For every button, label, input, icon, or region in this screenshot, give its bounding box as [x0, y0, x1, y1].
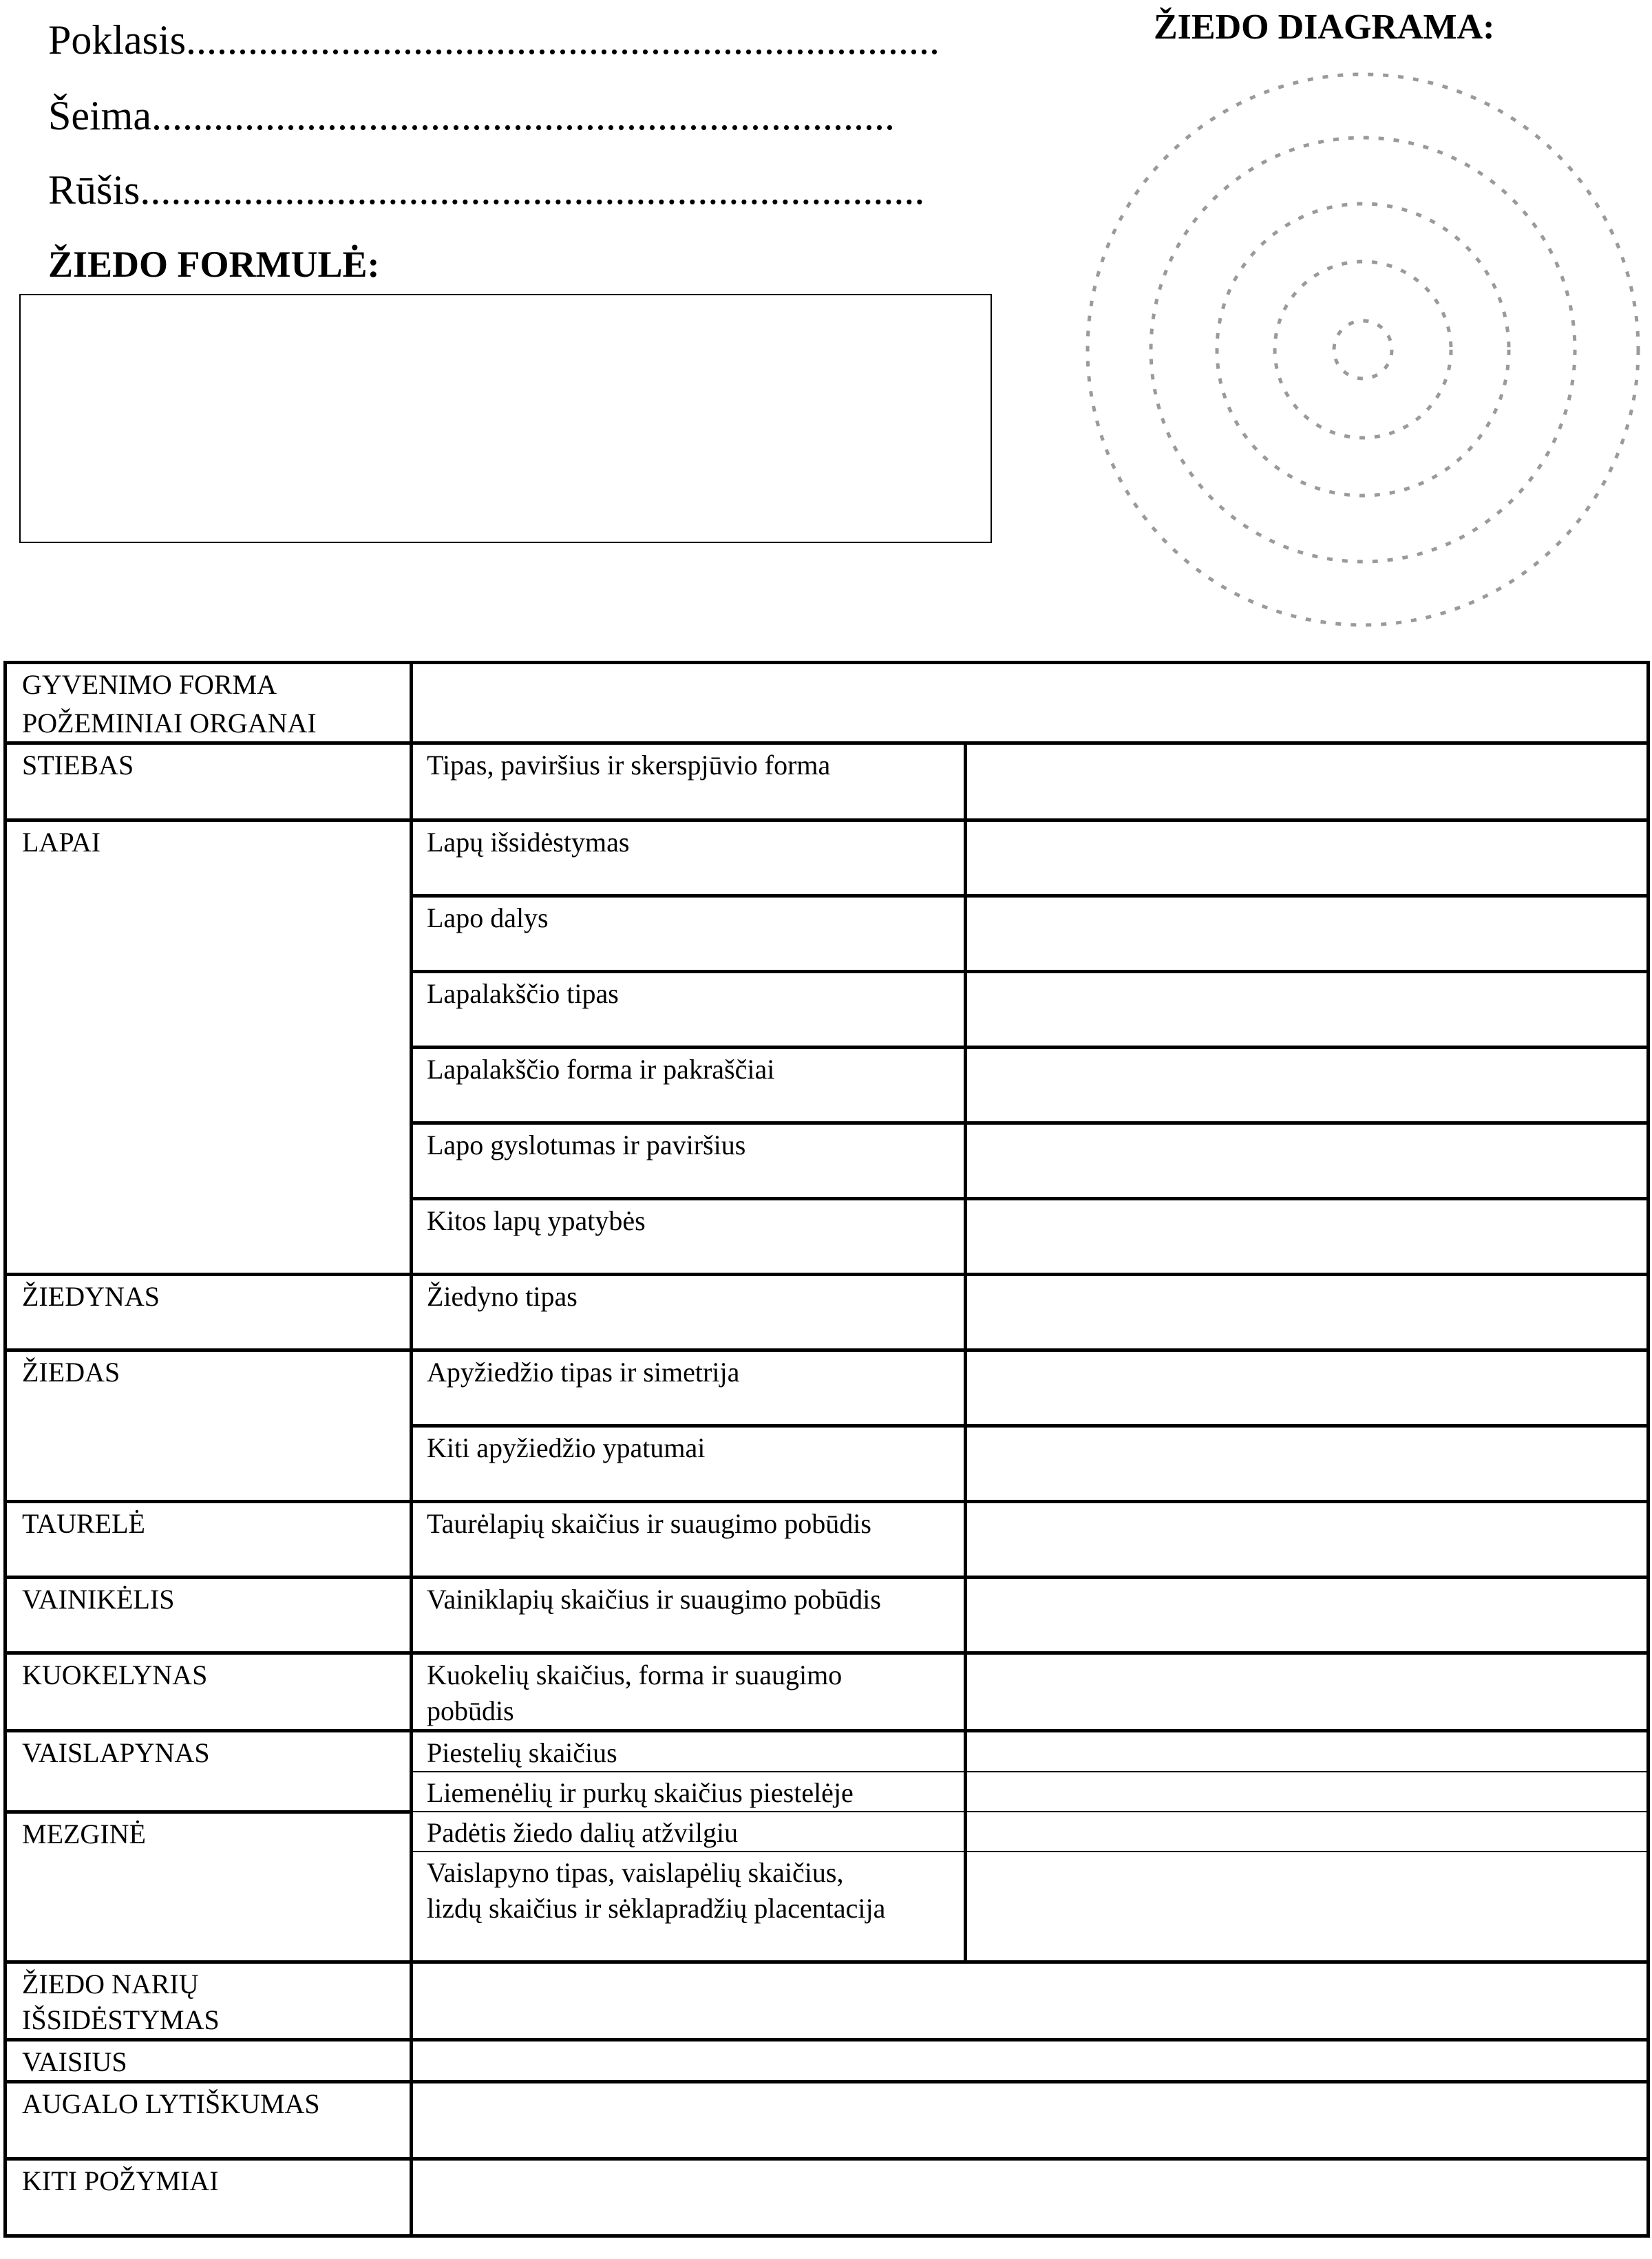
gynoecium-label: VAISLAPYNAS — [6, 1731, 412, 1812]
calyx-label: TAURELĖ — [6, 1502, 412, 1578]
stamens-label-line-2: pobūdis — [427, 1695, 514, 1726]
subclass-label: Poklasis — [48, 17, 187, 63]
stamens-label — [412, 1653, 966, 1731]
ovary-position-answer[interactable] — [966, 1812, 1649, 1852]
plant-traits-table — [3, 661, 1650, 2238]
blade-shape-label: Lapalakščio forma ir pakraščiai — [412, 1048, 966, 1123]
underground-organs-label: POŽEMINIAI ORGANAI — [6, 703, 412, 743]
leaf-venation-label: Lapo gyslotumas ir paviršius — [412, 1123, 966, 1199]
subclass-blank[interactable]: ......................................................................... — [186, 17, 940, 63]
underground-organs-answer[interactable] — [412, 703, 1649, 743]
table-row — [6, 1502, 1649, 1578]
stem-label: STIEBAS — [6, 743, 412, 820]
life-form-answer[interactable] — [412, 663, 1649, 703]
floral-arrangement-label — [6, 1962, 412, 2039]
life-form-label: GYVENIMO FORMA — [6, 663, 412, 703]
leaf-arrangement-label: Lapų išsidėstymas — [412, 820, 966, 896]
ovary-label: MEZGINĖ — [6, 1812, 412, 1962]
floral-arrangement-answer[interactable] — [412, 1962, 1649, 2039]
table-row — [6, 703, 1649, 743]
table-row — [6, 663, 1649, 703]
blade-type-label: Lapalakščio tipas — [412, 972, 966, 1048]
table-row — [6, 2039, 1649, 2081]
table-row — [6, 1350, 1649, 1426]
leaves-label: LAPAI — [6, 820, 412, 1275]
other-perianth-label: Kiti apyžiedžio ypatumai — [412, 1426, 966, 1502]
plant-sexuality-label: AUGALO LYTIŠKUMAS — [6, 2081, 412, 2159]
leaf-arrangement-answer[interactable] — [966, 820, 1649, 896]
diagram-ring-2 — [1151, 138, 1575, 562]
perianth-type-label: Apyžiedžio tipas ir simetrija — [412, 1350, 966, 1426]
other-leaf-traits-answer[interactable] — [966, 1199, 1649, 1275]
table-row — [6, 743, 1649, 820]
table-row — [6, 1578, 1649, 1653]
other-leaf-traits-label: Kitos lapų ypatybės — [412, 1199, 966, 1275]
floral-arrangement-line-2: IŠSIDĖSTYMAS — [22, 2004, 220, 2035]
stem-property-label: Tipas, paviršius ir skerspjūvio forma — [412, 743, 966, 820]
perianth-type-answer[interactable] — [966, 1350, 1649, 1426]
flower-diagram-rings[interactable] — [1070, 65, 1649, 633]
other-perianth-answer[interactable] — [966, 1426, 1649, 1502]
fruit-label: VAISIUS — [6, 2039, 412, 2081]
subclass-field[interactable] — [48, 15, 940, 65]
table-row — [6, 1812, 1649, 1852]
other-traits-answer[interactable] — [412, 2159, 1649, 2236]
table-row — [6, 820, 1649, 896]
inflorescence-type-answer[interactable] — [966, 1275, 1649, 1350]
diagram-ring-1 — [1088, 74, 1638, 625]
species-label: Rūšis — [48, 167, 140, 213]
blade-type-answer[interactable] — [966, 972, 1649, 1048]
table-row — [6, 1962, 1649, 2039]
inflorescence-type-label: Žiedyno tipas — [412, 1275, 966, 1350]
family-label: Šeima — [48, 93, 151, 138]
family-field[interactable] — [48, 91, 895, 140]
flower-diagram-title: ŽIEDO DIAGRAMA: — [1154, 8, 1495, 47]
androecium-label: KUOKELYNAS — [6, 1653, 412, 1731]
gynoecium-type-answer[interactable] — [966, 1852, 1649, 1962]
styles-stigmas-label: Liemenėlių ir purkų skaičius piestelėje — [412, 1772, 966, 1812]
styles-stigmas-answer[interactable] — [966, 1772, 1649, 1812]
blade-shape-answer[interactable] — [966, 1048, 1649, 1123]
table-row — [6, 2159, 1649, 2236]
stem-answer[interactable] — [966, 743, 1649, 820]
gynoecium-type-label — [412, 1852, 966, 1962]
table-row — [6, 1275, 1649, 1350]
corolla-label: VAINIKĖLIS — [6, 1578, 412, 1653]
family-blank[interactable]: ........................................................................ — [151, 93, 895, 138]
pistils-label: Piestelių skaičius — [412, 1731, 966, 1772]
diagram-ring-4 — [1275, 262, 1451, 438]
table-row — [6, 2081, 1649, 2159]
diagram-ring-5 — [1334, 321, 1392, 379]
flower-formula-box[interactable] — [19, 294, 992, 543]
table-row — [6, 1653, 1649, 1731]
leaf-parts-answer[interactable] — [966, 896, 1649, 972]
pistils-answer[interactable] — [966, 1731, 1649, 1772]
flower-formula-title: ŽIEDO FORMULĖ: — [48, 244, 380, 285]
sepals-answer[interactable] — [966, 1502, 1649, 1578]
inflorescence-label: ŽIEDYNAS — [6, 1275, 412, 1350]
flower-label: ŽIEDAS — [6, 1350, 412, 1502]
species-field[interactable] — [48, 165, 924, 215]
plant-sexuality-answer[interactable] — [412, 2081, 1649, 2159]
stamens-answer[interactable] — [966, 1653, 1649, 1731]
sepals-label: Taurėlapių skaičius ir suaugimo pobūdis — [412, 1502, 966, 1578]
table-row — [6, 1731, 1649, 1772]
petals-answer[interactable] — [966, 1578, 1649, 1653]
leaf-venation-answer[interactable] — [966, 1123, 1649, 1199]
ovary-position-label: Padėtis žiedo dalių atžvilgiu — [412, 1812, 966, 1852]
stamens-label-line-1: Kuokelių skaičius, forma ir suaugimo — [427, 1659, 843, 1690]
other-traits-label: KITI POŽYMIAI — [6, 2159, 412, 2236]
fruit-answer[interactable] — [412, 2039, 1649, 2081]
diagram-ring-3 — [1217, 204, 1509, 496]
gynoecium-type-line-1: Vaislapyno tipas, vaislapėlių skaičius, — [427, 1857, 844, 1888]
leaf-parts-label: Lapo dalys — [412, 896, 966, 972]
gynoecium-type-line-2: lizdų skaičius ir sėklapradžių placentacija — [427, 1893, 886, 1924]
floral-arrangement-line-1: ŽIEDO NARIŲ — [22, 1968, 199, 2000]
petals-label: Vainiklapių skaičius ir suaugimo pobūdis — [412, 1578, 966, 1653]
species-blank[interactable]: ............................................................................ — [140, 167, 925, 213]
